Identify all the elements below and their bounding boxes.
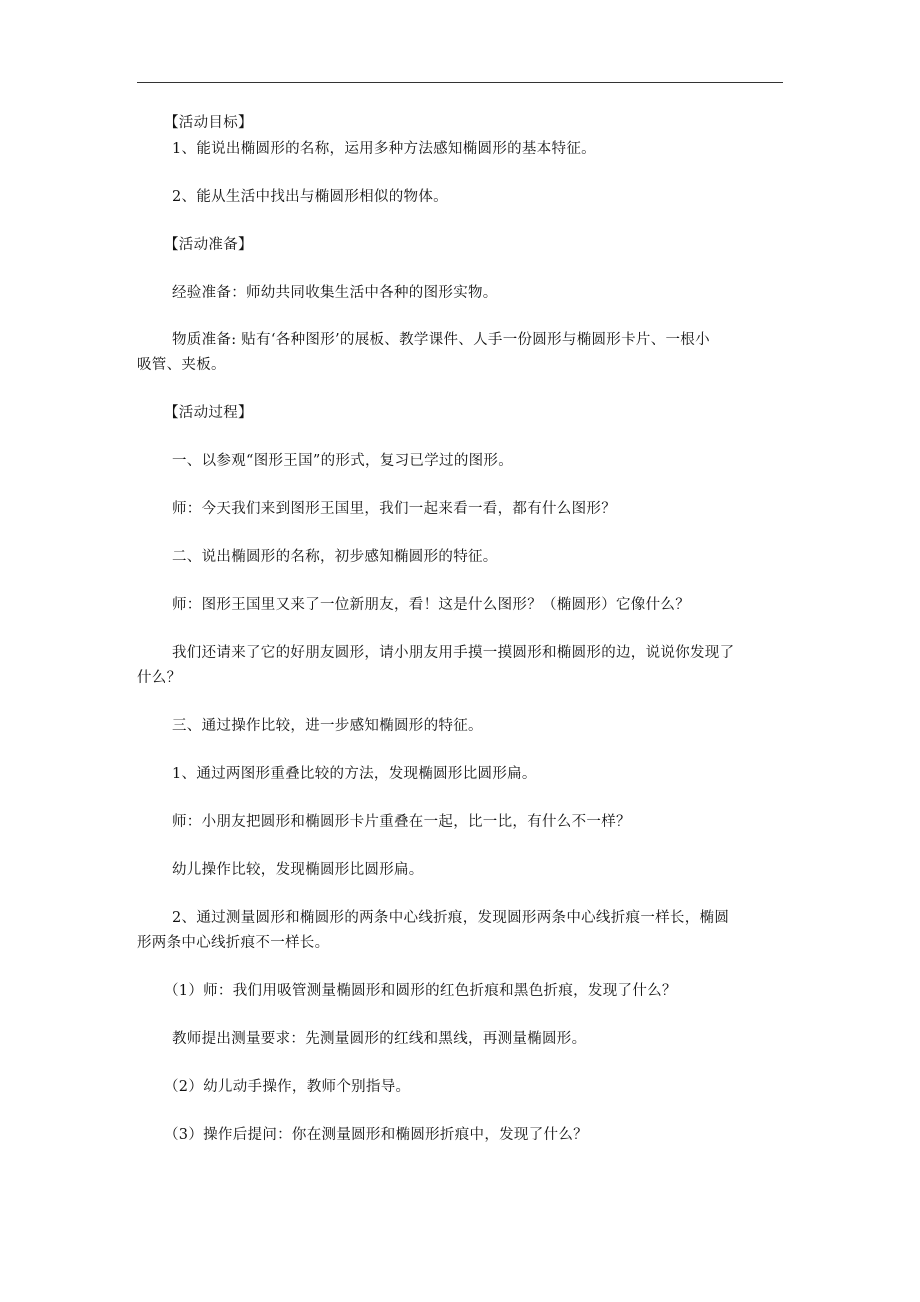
header-rule	[137, 82, 783, 83]
